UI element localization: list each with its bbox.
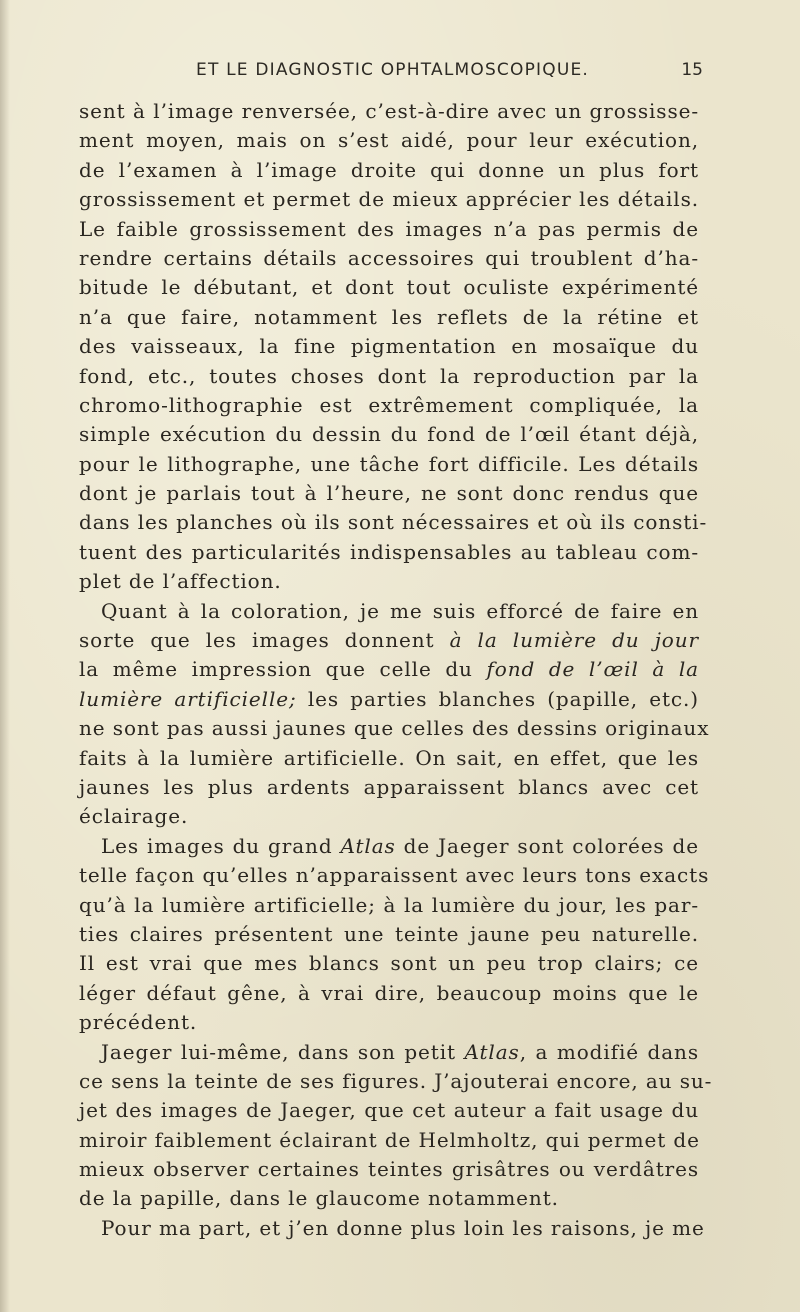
text-line: Pour ma part, et j’en donne plus loin les raisons, je me (101, 1215, 705, 1240)
text-line (79, 685, 699, 714)
text-line: telle façon qu’elles n’apparaissent avec leurs tons exacts (79, 863, 710, 888)
text-line: faits à la lumière artificielle. On sait, en effet, que les (79, 745, 699, 770)
text-line: jet des images de Jaeger, que cet auteur a fait usage du (79, 1098, 699, 1123)
text-line (79, 626, 699, 655)
text-line: sent à l’image renversée, c’est-à-dire avec un grossisse- (79, 99, 699, 123)
text-line: bitude le débutant, et dont tout oculiste expérimenté (79, 275, 699, 300)
page-binding-shadow (0, 0, 10, 1312)
text-line: rendre certains détails accessoires qui troublent d’ha- (79, 245, 699, 270)
text-line: ce sens la teinte de ses figures. J’ajouterai encore, au su- (79, 1068, 713, 1093)
body-text (79, 97, 713, 1243)
text-run: Les images du grand (101, 833, 341, 858)
italic-text: Atlas (464, 1039, 520, 1064)
text-line: dans les planches où ils sont nécessaires et où ils consti- (79, 510, 708, 535)
text-line: précédent. (79, 1010, 198, 1035)
text-line: de la papille, dans le glaucome notamment. (79, 1186, 559, 1211)
text-line: léger défaut gêne, à vrai dire, beaucoup moins que le (79, 980, 699, 1005)
text-line: miroir faiblement éclairant de Helmholtz, qui permet de (79, 1127, 700, 1152)
text-line (79, 1038, 699, 1067)
text-line: éclairage. (79, 804, 189, 829)
text-line: simple exécution du dessin du fond de l’œil étant déjà, (79, 422, 699, 447)
text-run: de Jaeger sont colorées de (395, 833, 699, 858)
text-line: Il est vrai que mes blancs sont un peu trop clairs; ce (79, 951, 699, 976)
text-line: des vaisseaux, la fine pigmentation en mosaïque du (79, 334, 699, 359)
text-line: qu’à la lumière artificielle; à la lumière du jour, les par- (79, 892, 699, 917)
page-number: 15 (681, 60, 703, 80)
text-line: chromo-lithographie est extrêmement compliquée, la (79, 392, 699, 417)
text-run: les parties blanches (papille, etc.) (296, 686, 699, 711)
italic-text: lumière artificielle; (79, 686, 297, 711)
text-line: ment moyen, mais on s’est aidé, pour leur exécution, (79, 128, 699, 153)
text-run: sorte que les images donnent (79, 628, 450, 653)
italic-text: fond de l’œil à la (486, 657, 699, 682)
text-line: fond, etc., toutes choses dont la reproduction par la (79, 363, 699, 388)
text-line: ne sont pas aussi jaunes que celles des dessins originaux (79, 716, 710, 741)
text-line: de l’examen à l’image droite qui donne un plus fort (79, 157, 699, 182)
text-line: Quant à la coloration, je me suis efforcé de faire en (101, 598, 699, 623)
text-run: , a modifié dans (519, 1039, 700, 1064)
text-line: jaunes les plus ardents apparaissent blancs avec cet (79, 774, 699, 799)
italic-text: à la lumière du jour (449, 628, 699, 653)
text-line (79, 832, 699, 861)
text-line: tuent des particularités indispensables au tableau com- (79, 539, 699, 564)
text-line: grossissement et permet de mieux apprécier les détails. (79, 187, 699, 212)
italic-text: Atlas (340, 833, 396, 858)
text-line: pour le lithographe, une tâche fort difficile. Les détails (79, 451, 699, 476)
running-title: ET LE DIAGNOSTIC OPHTALMOSCOPIQUE. (196, 60, 590, 80)
text-line: ties claires présentent une teinte jaune peu naturelle. (79, 921, 699, 946)
text-run: Jaeger lui-même, dans son petit (101, 1039, 465, 1064)
text-line: n’a que faire, notamment les reflets de la rétine et (79, 304, 699, 329)
text-run: la même impression que celle du (79, 657, 487, 682)
text-line: dont je parlais tout à l’heure, ne sont donc rendus que (79, 481, 699, 506)
text-line: mieux observer certaines teintes grisâtres ou verdâtres (79, 1157, 699, 1182)
text-line: Le faible grossissement des images n’a pas permis de (79, 216, 699, 241)
running-header (150, 60, 703, 86)
text-line (79, 655, 699, 684)
text-line: plet de l’affection. (79, 569, 282, 594)
